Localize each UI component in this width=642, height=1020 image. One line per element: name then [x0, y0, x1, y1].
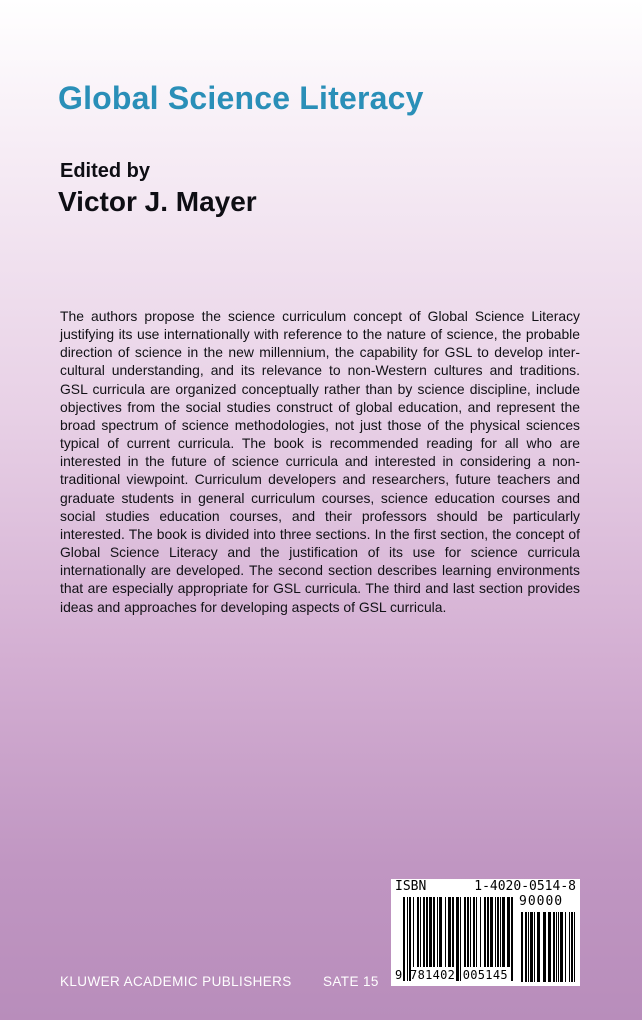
price-addon-code: 90000 — [519, 894, 564, 909]
isbn-barcode — [391, 879, 580, 986]
book-description: The authors propose the science curriculum concept of Global Science Literacy justifying its use internationally with reference to the nature of science, the probable direction of science in the new millennium, the capability for GSL to develop inter-cultural understanding, and its relevance to non-Western cultures and traditions. GSL curricula are organized conceptually rather than by science discipline, include objectives from the social studies construct of global education, and represent the broad spectrum of science methodologies, not just those of the physical sciences typical of current curricula. The book is recommended reading for all who are interested in the future of science curricula and interested in considering a non-traditional viewpoint. Curriculum developers and researchers, future teachers and graduate students in general curriculum courses, science education courses and social studies education courses, and their professors should be particularly interested. The book is divided into three sections. In the first section, the concept of Global Science Literacy and the justification of its use for science curricula internationally are developed. The second section describes learning environments that are especially appropriate for GSL curricula. The third and last section provides ideas and approaches for developing aspects of GSL curricula. — [60, 308, 580, 615]
edited-by-label: Edited by — [60, 160, 151, 182]
publisher-name: KLUWER ACADEMIC PUBLISHERS — [60, 974, 292, 989]
book-title: Global Science Literacy — [58, 80, 424, 116]
editor-name: Victor J. Mayer — [58, 186, 257, 217]
series-number: SATE 15 — [323, 974, 379, 989]
ean-number: 9 781402 005145 — [395, 968, 508, 982]
isbn-number: ISBN 1-4020-0514-8 — [395, 879, 576, 894]
